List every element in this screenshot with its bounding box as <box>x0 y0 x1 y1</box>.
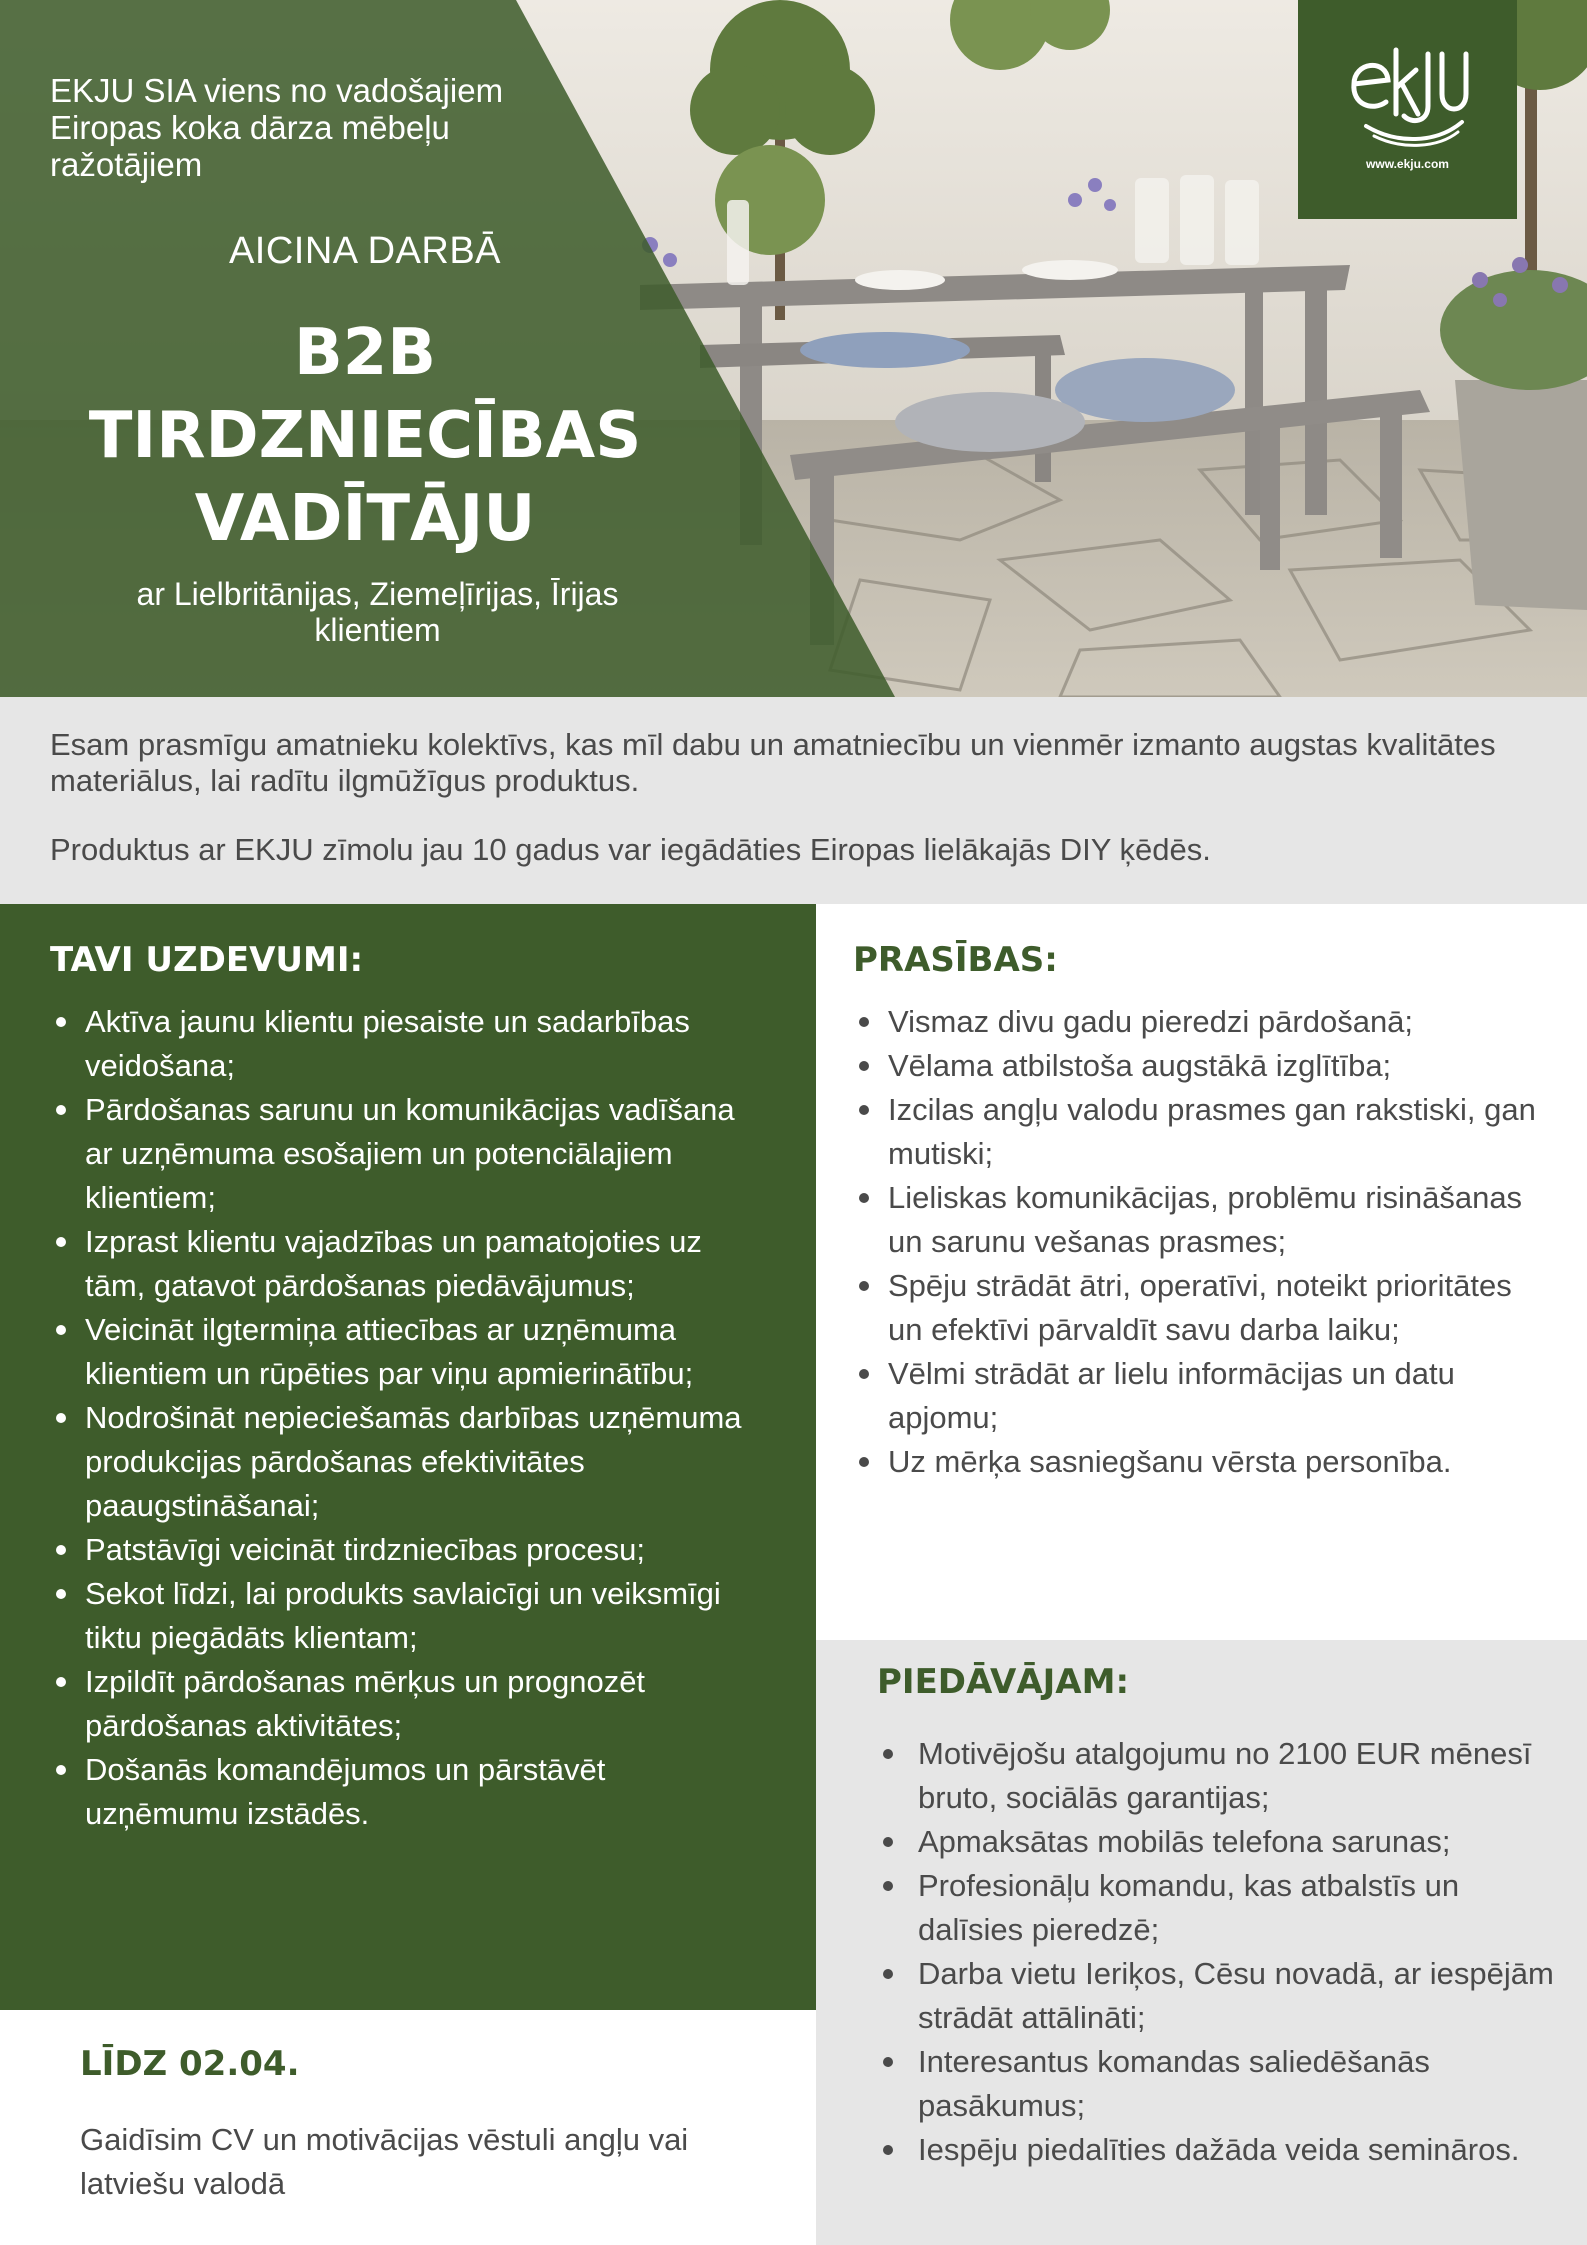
intro-section <box>0 697 1587 904</box>
list-item: Vēlmi strādāt ar lielu informācijas un datu apjomu; <box>853 1352 1547 1440</box>
list-item: Sekot līdzi, lai produkts savlaicīgi un veiksmīgi tiktu piegādāts klientam; <box>50 1572 766 1660</box>
requirements-heading: PRASĪBAS: <box>853 940 1058 980</box>
intro-paragraph: Produktus ar EKJU zīmolu jau 10 gadus var iegādāties Eiropas lielākajās DIY ķēdēs. <box>50 832 1211 867</box>
tasks-section <box>0 904 816 2010</box>
list-item: Nodrošināt nepieciešamās darbības uzņēmuma produkcijas pārdošanas efektivitātes paaugstināšanai; <box>50 1396 766 1528</box>
hero-banner <box>0 0 1587 697</box>
job-title <box>0 312 730 561</box>
offer-section <box>816 1640 1587 2245</box>
list-item: Interesantus komandas saliedēšanās pasākumus; <box>877 2040 1557 2128</box>
website-link[interactable]: www.ekju.com <box>1366 157 1449 171</box>
list-item: Lieliskas komunikācijas, problēmu risināšanas un sarunu vešanas prasmes; <box>853 1176 1547 1264</box>
list-item: Darba vietu Ieriķos, Cēsu novadā, ar iespējām strādāt attālināti; <box>877 1952 1557 2040</box>
list-item: Vēlama atbilstoša augstākā izglītība; <box>853 1044 1547 1088</box>
tasks-list <box>50 1000 766 1836</box>
list-item: Vismaz divu gadu pieredzi pārdošanā; <box>853 1000 1547 1044</box>
deadline-heading: LĪDZ 02.04. <box>80 2044 300 2084</box>
ekju-logo-icon <box>1346 44 1470 154</box>
invite-label: AICINA DARBĀ <box>228 230 502 272</box>
job-title-line-3: VADĪTĀJU <box>194 482 536 556</box>
job-title-line-2: TIRDZNIECĪBAS <box>88 399 642 473</box>
list-item: Izprast klientu vajadzības un pamatojoties uz tām, gatavot pārdošanas piedāvājumus; <box>50 1220 766 1308</box>
company-tagline: EKJU SIA viens no vadošajiem Eiropas koka dārza mēbeļu ražotājiem <box>50 72 504 183</box>
list-item: Iespēju piedalīties dažāda veida semināros. <box>877 2128 1557 2172</box>
job-subtitle: ar Lielbritānijas, Ziemeļīrijas, Īrijas klientiem <box>136 576 619 648</box>
tasks-heading: TAVI UZDEVUMI: <box>50 940 364 980</box>
job-title-line-1: B2B <box>293 316 437 390</box>
requirements-list <box>853 1000 1547 1484</box>
list-item: Patstāvīgi veicināt tirdzniecības procesu; <box>50 1528 766 1572</box>
offer-list <box>877 1732 1557 2172</box>
list-item: Došanās komandējumos un pārstāvēt uzņēmumu izstādēs. <box>50 1748 766 1836</box>
application-instructions: Gaidīsim CV un motivācijas vēstuli angļu vai latviešu valodā <box>80 2122 689 2201</box>
requirements-section <box>816 904 1587 1640</box>
list-item: Aktīva jaunu klientu piesaiste un sadarbības veidošana; <box>50 1000 766 1088</box>
list-item: Apmaksātas mobilās telefona sarunas; <box>877 1820 1557 1864</box>
list-item: Spēju strādāt ātri, operatīvi, noteikt prioritātes un efektīvi pārvaldīt savu darba laiku; <box>853 1264 1547 1352</box>
ekju-logo-box[interactable] <box>1298 0 1517 219</box>
list-item: Izpildīt pārdošanas mērķus un prognozēt pārdošanas aktivitātes; <box>50 1660 766 1748</box>
offer-heading: PIEDĀVĀJAM: <box>877 1662 1130 1702</box>
list-item: Profesionāļu komandu, kas atbalstīs un dalīsies pieredzē; <box>877 1864 1557 1952</box>
list-item: Izcilas angļu valodu prasmes gan rakstiski, gan mutiski; <box>853 1088 1547 1176</box>
intro-paragraph: Esam prasmīgu amatnieku kolektīvs, kas mīl dabu un amatniecību un vienmēr izmanto augstas kvalitātes materiālus, lai radītu ilgmūžīgus produktus. <box>50 727 1496 798</box>
deadline-section <box>0 2010 816 2245</box>
list-item: Motivējošu atalgojumu no 2100 EUR mēnesī bruto, sociālās garantijas; <box>877 1732 1557 1820</box>
list-item: Pārdošanas sarunu un komunikācijas vadīšana ar uzņēmuma esošajiem un potenciālajiem klientiem; <box>50 1088 766 1220</box>
list-item: Uz mērķa sasniegšanu vērsta personība. <box>853 1440 1547 1484</box>
list-item: Veicināt ilgtermiņa attiecības ar uzņēmuma klientiem un rūpēties par viņu apmierinātību; <box>50 1308 766 1396</box>
